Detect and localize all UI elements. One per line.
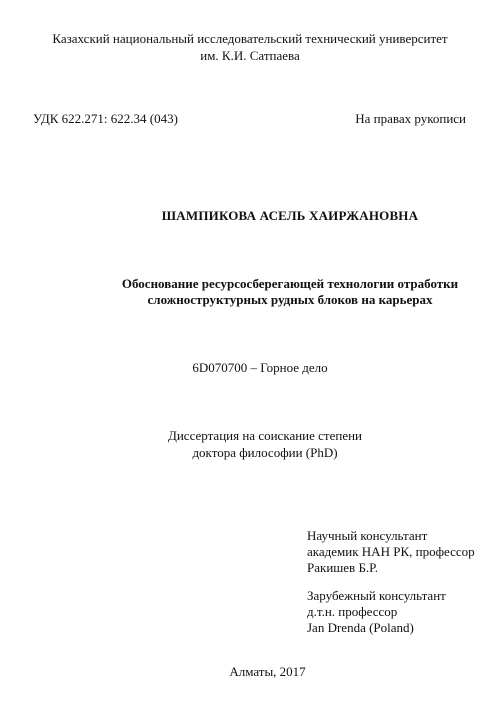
thesis-title-line: Обоснование ресурсосберегающей технологии отработки bbox=[121, 276, 459, 291]
advisor-name: Ракишев Б.Р. bbox=[307, 560, 379, 575]
specialty-code: 6D070700 – Горное дело bbox=[192, 360, 328, 375]
university-named-after: им. К.И. Сатпаева bbox=[200, 48, 300, 63]
university-name: Казахский национальный исследовательский технический университет bbox=[52, 31, 448, 46]
degree-line: доктора философии (PhD) bbox=[192, 445, 338, 460]
author-name: ШАМПИКОВА АСЕЛЬ ХАИРЖАНОВНА bbox=[161, 208, 419, 223]
thesis-title-line: сложноструктурных рудных блоков на карьерах bbox=[147, 292, 433, 307]
udk-code: УДК 622.271: 622.34 (043) bbox=[33, 111, 178, 126]
advisor-role: Зарубежный консультант bbox=[307, 588, 446, 603]
foreign-advisor bbox=[307, 588, 446, 636]
manuscript-rights-note: На правах рукописи bbox=[355, 111, 466, 126]
degree-statement bbox=[0, 427, 500, 461]
advisor-title: академик НАН РК, профессор bbox=[307, 544, 475, 559]
thesis-title bbox=[0, 276, 500, 308]
university-header bbox=[0, 30, 500, 64]
city-year: Алматы, 2017 bbox=[229, 664, 306, 679]
degree-line: Диссертация на соискание степени bbox=[167, 428, 363, 443]
advisor-name: Jan Drenda (Poland) bbox=[307, 620, 414, 635]
advisor-role: Научный консультант bbox=[307, 528, 428, 543]
advisor-title: д.т.н. профессор bbox=[307, 604, 398, 619]
scientific-advisor bbox=[307, 528, 475, 576]
